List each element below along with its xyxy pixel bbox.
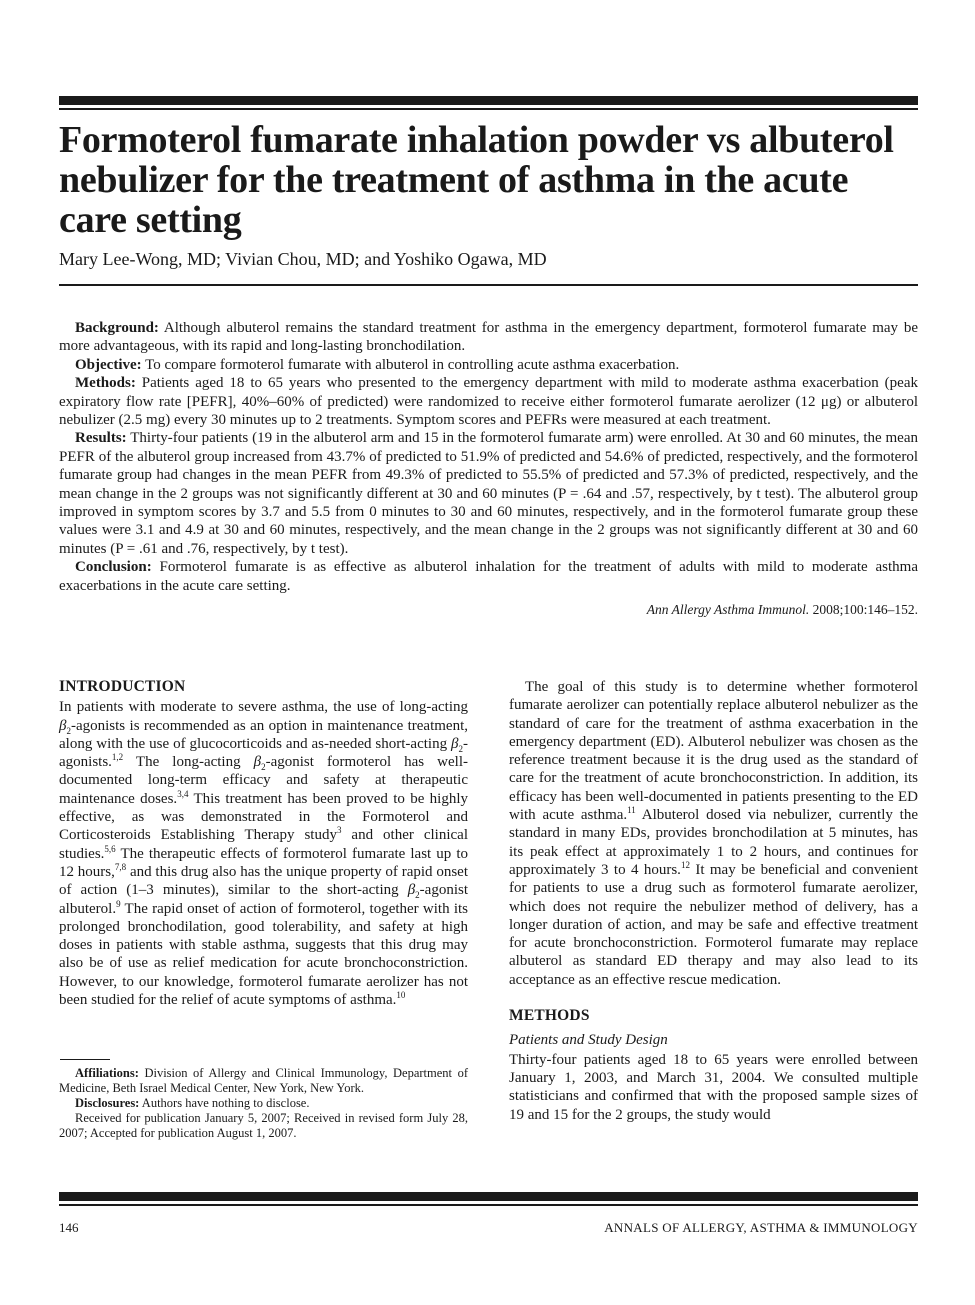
abstract-conclusion: Conclusion: Formoterol fumarate is as effective as albuterol inhalation for the treatment of adults with mild to moderate asthma exacerbations in the acute care setting. bbox=[59, 559, 918, 594]
introduction-paragraph: In patients with moderate to severe asthma, the use of long-acting $\beta_2$-agonists is recommended as an option in maintenance treatment, along with the use of glucocorticoids and as-needed short-acting $\beta_2-agonists.^{1,2}$ The long-acting $\beta_2$-agonist formoterol has well-documented long-term efficacy and safety at therapeutic maintenance doses.$^{3,4}$ This treatment has been proved to be highly effective, as was demonstrated in the Formoterol and Corticosteroids Establishing Therapy study$^3$ and other clinical studies.$^{5,6}$ The therapeutic effects of formoterol fumarate last up to 12 hours,$^{7,8}$ and this drug also has the unique property of rapid onset of action (1–3 minutes), similar to the short-acting $\beta_2$-agonist albuterol.$^9$ The rapid onset of action of formoterol, together with its prolonged bronchodilation, good tolerability, and safety at high doses in patients with stable asthma, suggests that this drug may also be of use as relief medication for acute bronchoconstriction. However, to our knowledge, formoterol fumarate aerolizer has not been studied for the relief of acute symptoms of asthma.$^{10}$ bbox=[59, 699, 468, 1009]
footnote-received: Received for publication January 5, 2007; Received in revised form July 28, 2007; Accepted for publication August 1, 2007. bbox=[59, 1111, 468, 1140]
abstract-background: Background: Although albuterol remains the standard treatment for asthma in the emergency department, formoterol fumarate may be more advantageous, with its rapid and long-lasting bronchodilation. bbox=[59, 320, 918, 355]
study-design-heading: Patients and Study Design bbox=[509, 1032, 668, 1049]
footnote-rule bbox=[60, 1059, 110, 1060]
title-divider bbox=[59, 284, 918, 286]
page-bottom bbox=[59, 1192, 918, 1236]
abstract-methods: Methods: Patients aged 18 to 65 years who presented to the emergency department with mild to moderate asthma exacerbation (peak expiratory flow rate [PEFR], 40%–60% of predicted) were randomized to receive either formoterol fumarate aerolizer (12 μg) or albuterol nebulizer (2.5 mg) every 30 minutes up to 2 treatments. Symptom scores and PEFRs were measured at each treatment. bbox=[59, 375, 918, 429]
methods-heading: METHODS bbox=[509, 1007, 590, 1025]
goal-paragraph: The goal of this study is to determine whether formoterol fumarate aerolizer can potentially replace albuterol nebulizer as the standard of care for the treatment of asthma exacerbation in the emergency department (ED). Albuterol nebulizer was chosen as the reference treatment because it is the drug used as the standard of care for the treatment of acute bronchoconstriction. In addition, its efficacy has been well-documented in patients presenting to the ED with acute asthma.$^{11}$ Albuterol dosed via nebulizer, currently the standard in many EDs, provides bronchodilation at 5 minutes, has its peak effect at approximately 1 to 2 hours, and continues for approximately 3 to 4 hours.$^{12}$ It may be beneficial and convenient for patients to use a drug such as formoterol fumarate aerolizer, which does not require the nebulizer method of delivery, has a longer duration of action, and may be safe and effective treatment for acute bronchoconstriction. Formoterol fumarate may replace albuterol as standard ED therapy and may also lead to its acceptance as an effective rescue medication. bbox=[509, 679, 918, 988]
left-column bbox=[59, 678, 468, 1140]
footnotes bbox=[59, 1059, 468, 1141]
article-page bbox=[59, 96, 918, 1235]
abstract-objective: Objective: To compare formoterol fumarate with albuterol in controlling acute asthma exacerbation. bbox=[75, 356, 680, 373]
abstract-results: Results: Thirty-four patients (19 in the albuterol arm and 15 in the formoterol fumarate arm) were enrolled. At 30 and 60 minutes, the mean PEFR of the albuterol group increased from 43.7% of predicted to 51.9% of predicted and 54.6% of predicted, respectively, and the formoterol fumarate group had changes in the mean PEFR from 49.3% of predicted to 55.5% of predicted and 57.3% of predicted, respectively, and the mean change in the 2 groups was not significantly different at 30 and 60 minutes (P = .64 and .57, respectively, by t test). The albuterol group improved in symptom scores by 3.7 and 5.5 from 0 minutes to 30 and 60 minutes, respectively, and in the formoterol fumarate group these values were 3.1 and 4.9 at 30 and 60 minutes, respectively, and the mean change in the 2 groups was not significantly different at 30 and 60 minutes (P = .61 and .76, respectively, by t test). bbox=[59, 430, 918, 557]
author-list: Mary Lee-Wong, MD; Vivian Chou, MD; and Yoshiko Ogawa, MD bbox=[59, 249, 547, 269]
top-rule bbox=[59, 96, 918, 105]
bottom-rule bbox=[59, 1192, 918, 1201]
top-rule-thin bbox=[59, 108, 918, 110]
study-design-paragraph: Thirty-four patients aged 18 to 65 years were enrolled between January 1, 2003, and March 31, 2004. We consulted multiple statisticians and confirmed that with the proposed sample sizes of 19 and 15 for the 2 groups, the study would bbox=[509, 1051, 918, 1123]
abstract bbox=[59, 319, 918, 620]
footnote-disclosures: Disclosures: Authors have nothing to disclose. bbox=[75, 1096, 310, 1110]
bottom-rule-thin bbox=[59, 1204, 918, 1206]
right-column bbox=[509, 678, 918, 1124]
introduction-heading: INTRODUCTION bbox=[59, 678, 186, 695]
article-title: Formoterol fumarate inhalation powder vs albuterol nebulizer for the treatment of asthma in the acute care setting bbox=[59, 119, 894, 241]
footnote-affiliations: Affiliations: Division of Allergy and Clinical Immunology, Department of Medicine, Beth Israel Medical Center, New York, New York. bbox=[59, 1066, 468, 1095]
citation: Ann Allergy Asthma Immunol. 2008;100:146–152. bbox=[646, 602, 918, 618]
page-footer bbox=[59, 1220, 918, 1236]
page-number: 146 bbox=[59, 1220, 79, 1235]
journal-name: ANNALS OF ALLERGY, ASTHMA & IMMUNOLOGY bbox=[604, 1220, 918, 1235]
